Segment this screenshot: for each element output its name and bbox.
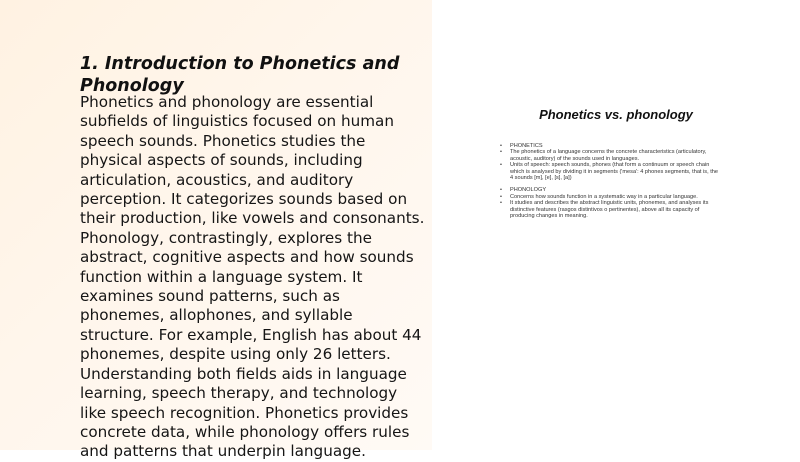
bullet-phonetics-units: • Units of speech: speech sounds, phones (that form a continuum or speech chain which is analysed by dividing it in segments ('mesa': 4 phones segments, that is, the 4 sounds [m], [e], [s], [a]) (498, 162, 718, 181)
body-paragraph: Phonetics and phonology are essential subfields of linguistics focused on human speech sounds. Phonetics studies the physical aspects of sounds, including articulation, acoustics, and auditory perception. It categorizes sounds based on their production, like vowels and consonants. Phonology, contrastingly, explores the abstract, cognitive aspects and how sounds function within a language system. It examines sound patterns, such as phonemes, allophones, and syllable structure. For example, English has about 44 phonemes, despite using only 26 letters. Understanding both fields aids in language learning, speech therapy, and technology like speech recognition. Phonetics provides concrete data, while phonology offers rules and patterns that underpin language. (80, 93, 425, 461)
bullet-phonetics-definition: • The phonetics of a language concerns the concrete characteristics (articulatory, acoustic, auditory) of the sounds used in languages. (498, 149, 718, 162)
bullet-phonetics-heading: • PHONETICS (498, 143, 718, 149)
slide-image (432, 0, 800, 450)
section-heading: 1. Introduction to Phonetics and Phonology (80, 54, 400, 96)
bullet-phonology-heading: • PHONOLOGY (498, 187, 718, 193)
slide-bullet-list (498, 143, 718, 219)
bullet-phonology-description: • It studies and describes the abstract linguistic units, phonemes, and analyses its distinctive features (rasgos distintivos o pertinentes), above all its capacity of producing changes in meaning. (498, 200, 718, 219)
bullet-phonology-definition: • Concerns how sounds function in a systematic way in a particular language. (498, 194, 718, 200)
slide-title: Phonetics vs. phonology (539, 107, 693, 122)
